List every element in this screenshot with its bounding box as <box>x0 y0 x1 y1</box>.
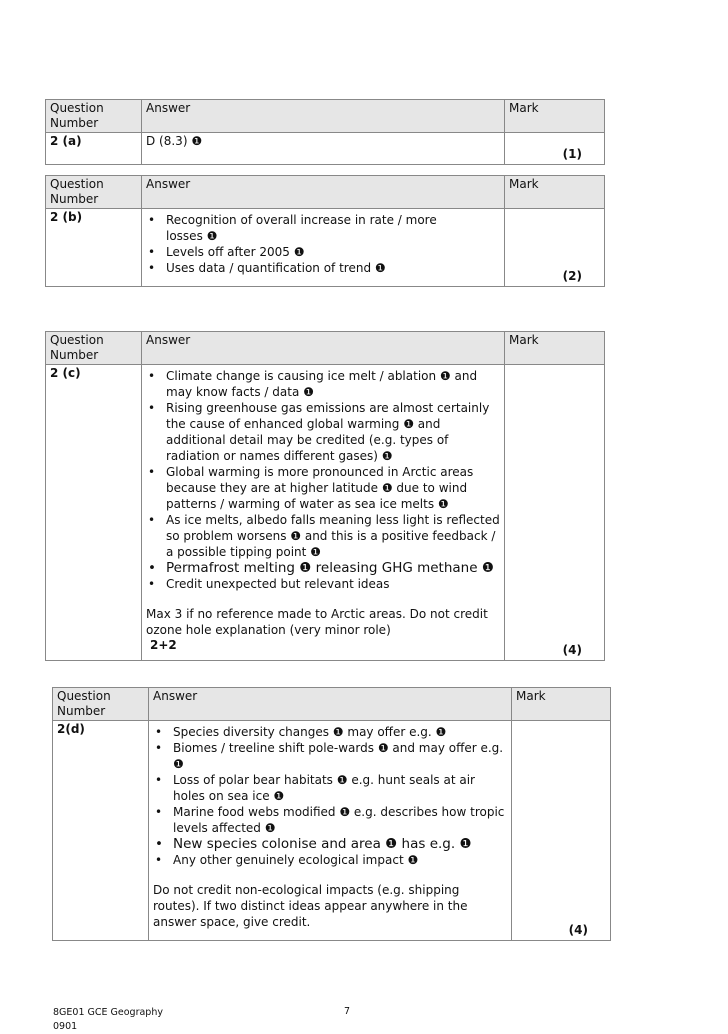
header-row <box>53 688 611 721</box>
answer-row <box>46 365 605 661</box>
answer-points <box>146 212 500 276</box>
question-number-header: Question Number <box>53 688 149 721</box>
mark-header: Mark <box>512 688 611 721</box>
answer-header: Answer <box>142 100 505 133</box>
list-item: • Any other genuinely ecological impact ❶ <box>173 852 507 868</box>
answer-points <box>146 368 500 592</box>
footer-spec-line2: 0901 <box>53 1021 78 1032</box>
mark-value: (4) <box>568 923 588 937</box>
answer-row <box>46 133 605 165</box>
question-number: 2 (c) <box>46 365 142 661</box>
mark-header: Mark <box>505 100 605 133</box>
list-item: • Loss of polar bear habitats ❶ e.g. hunt seals at air holes on sea ice ❶ <box>173 772 507 804</box>
question-number-header: Question Number <box>46 100 142 133</box>
mark-header: Mark <box>505 176 605 209</box>
question-number: 2(d) <box>53 721 149 941</box>
answer-cell <box>149 721 512 941</box>
list-item: • New species colonise and area ❶ has e.g. ❶ <box>173 836 507 852</box>
header-row <box>46 176 605 209</box>
question-number: 2 (b) <box>46 209 142 287</box>
mark-cell <box>505 209 605 287</box>
list-item: • Biomes / treeline shift pole-wards ❶ and may offer e.g. ❶ <box>173 740 507 772</box>
question-number: 2 (a) <box>46 133 142 165</box>
answer-row <box>46 209 605 287</box>
mark-header: Mark <box>505 332 605 365</box>
mark-cell <box>512 721 611 941</box>
question-number-header: Question Number <box>46 332 142 365</box>
mark-value: (4) <box>562 643 582 657</box>
examiner-note: Max 3 if no reference made to Arctic areas. Do not credit ozone hole explanation (very minor role) <box>146 607 488 637</box>
mark-value: (1) <box>562 147 582 161</box>
list-item: • Rising greenhouse gas emissions are almost certainly the cause of enhanced global warming ❶ and additional detail may be credited (e.g. types of radiation or names different gases) ❶ <box>166 400 500 464</box>
list-item: • Permafrost melting ❶ releasing GHG methane ❶ <box>166 560 500 576</box>
mark-value: (2) <box>562 269 582 283</box>
question-number-header: Question Number <box>46 176 142 209</box>
mark-cell <box>505 133 605 165</box>
header-row <box>46 332 605 365</box>
examiner-note: Do not credit non-ecological impacts (e.g. shipping routes). If two distinct ideas appear anywhere in the answer space, give credit. <box>153 883 468 929</box>
list-item: • Uses data / quantification of trend ❶ <box>166 260 500 276</box>
list-item: • Marine food webs modified ❶ e.g. describes how tropic levels affected ❶ <box>173 804 507 836</box>
answer-points <box>153 724 507 868</box>
table-q2d <box>52 687 611 941</box>
answer-header: Answer <box>142 176 505 209</box>
footer-spec-line1: 8GE01 GCE Geography <box>53 1007 163 1018</box>
list-item: • As ice melts, albedo falls meaning less light is reflected so problem worsens ❶ and this is a positive feedback / a possible tipping point ❶ <box>166 512 500 560</box>
answer-header: Answer <box>149 688 512 721</box>
table-q2a <box>45 99 605 165</box>
list-item: • Recognition of overall increase in rate / more losses ❶ <box>166 212 500 244</box>
answer-row <box>53 721 611 941</box>
answer-cell <box>142 365 505 661</box>
page-number: 7 <box>344 1006 351 1017</box>
list-item: • Global warming is more pronounced in Arctic areas because they are at higher latitude ❶ due to wind patterns / warming of water as sea ice melts ❶ <box>166 464 500 512</box>
list-item: • Levels off after 2005 ❶ <box>166 244 500 260</box>
list-item: • Credit unexpected but relevant ideas <box>166 576 500 592</box>
table-q2b <box>45 175 605 287</box>
mark-cell <box>505 365 605 661</box>
list-item: • Species diversity changes ❶ may offer e.g. ❶ <box>173 724 507 740</box>
mark-split: 2+2 <box>150 638 177 652</box>
list-item: • Climate change is causing ice melt / ablation ❶ and may know facts / data ❶ <box>166 368 500 400</box>
table-q2c <box>45 331 605 661</box>
answer-text: D (8.3) ❶ <box>142 133 505 165</box>
header-row <box>46 100 605 133</box>
answer-cell <box>142 209 505 287</box>
answer-header: Answer <box>142 332 505 365</box>
